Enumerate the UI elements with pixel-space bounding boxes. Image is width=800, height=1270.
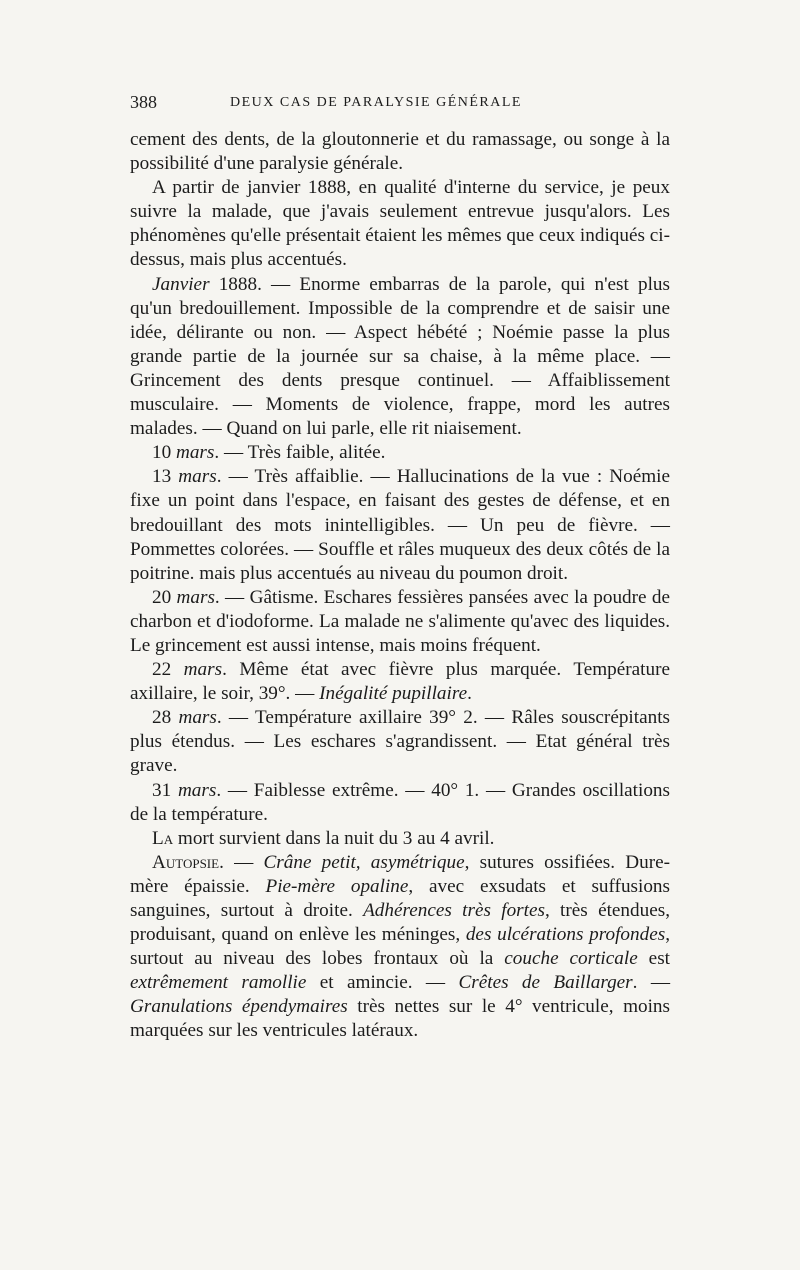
entry-text: . — Très affaiblie. — Hallucinations de la vue : Noémie fixe un point dans l'espace, en faisant des gestes de défense, et en bredouillant des mots inintelligibles. — Un peu de fièvre. — Pommettes colorées. — Souffle et râles muqueux des deux côtés de la poitrine. mais plus accentués au niveau du poumon droit. [130, 466, 670, 584]
entry-20-mars [130, 586, 670, 658]
entry-28-mars [130, 706, 670, 778]
paragraph-autopsie [130, 851, 670, 1044]
entry-day: 13 [152, 466, 172, 488]
paragraph-continued [130, 128, 670, 176]
paragraph-death [130, 827, 670, 851]
autopsy-italic: Pie-mère opaline [265, 875, 409, 897]
entry-date: mars [175, 442, 215, 464]
autopsy-italic: Adhérences très fortes [363, 900, 545, 921]
entry-date: mars [183, 659, 223, 681]
autopsy-text: , très étendues, produisant, quand on enlève les méninges, [130, 900, 670, 946]
entry-10-mars [130, 441, 670, 465]
entry-date: Janvier [152, 273, 210, 295]
autopsy-text: . — [632, 972, 671, 994]
paragraph-text: mort survient dans la nuit du 3 au 4 avril. [173, 827, 495, 849]
paragraph-text: A partir de janvier 1888, en qualité d'interne du service, je peux suivre la malade, que j'avais seulement entrevue jusqu'alors. Les phénomènes qu'elle présentait étaient les mêmes que ceux indiqués ci-dessus, mais plus accentués. [130, 177, 670, 271]
entry-text-end: . [467, 683, 472, 705]
page-number: 388 [130, 92, 157, 112]
lead-word: La [152, 827, 174, 849]
autopsy-text: est [637, 948, 670, 970]
entry-text: . — Très faible, alitée. [214, 442, 386, 464]
autopsy-italic: des ulcérations profondes [465, 924, 666, 946]
autopsy-italic: Granulations épendymaires [130, 996, 348, 1018]
entry-text: . — Gâtisme. Eschares fessières pansées avec la poudre de charbon et d'iodoforme. La malade ne s'alimente qu'avec des liquides. Le grincement est aussi intense, mais moins fréquent. [130, 586, 670, 656]
running-title: DEUX CAS DE PARALYSIE GÉNÉRALE [230, 95, 522, 110]
entry-text: . Même état avec fièvre plus marquée. Température axillaire, le soir, 39°. — [130, 659, 670, 705]
entry-text: . — Faiblesse extrême. — 40° 1. — Grandes oscillations de la température. [130, 779, 670, 825]
body-text [130, 128, 670, 1044]
entry-13-mars [130, 465, 670, 585]
autopsy-italic: Crâne petit, asymétrique [263, 851, 465, 873]
autopsy-text: . — [219, 851, 264, 873]
entry-day: 10 [152, 442, 172, 464]
entry-day: 20 [152, 586, 172, 608]
page-header [130, 92, 670, 122]
entry-date: mars [178, 707, 217, 729]
paragraph-text: cement des dents, de la gloutonnerie et du ramassage, ou songe à la possibilité d'une paralysie générale. [130, 129, 670, 175]
autopsy-text: très nettes sur le 4° ventricule, moins marquées sur les ventricules latéraux. [130, 996, 670, 1042]
entry-31-mars [130, 779, 670, 827]
entry-22-mars [130, 658, 670, 706]
autopsy-italic: extrêmement ramollie [130, 972, 307, 994]
autopsy-italic: Crêtes de Baillarger [458, 972, 633, 994]
entry-date: mars [177, 779, 217, 801]
autopsy-text: , avec exsudats et suffusions sanguines, surtout à droite. [130, 875, 670, 921]
entry-day: 28 [152, 707, 172, 729]
entry-janvier-1888 [130, 273, 670, 442]
entry-date: mars [176, 586, 215, 608]
autopsy-text: et amincie. — [306, 972, 459, 994]
entry-day: 22 [152, 659, 172, 681]
paragraph-intro [130, 176, 670, 272]
autopsy-text: , sutures ossifiées. Dure-mère épaissie. [130, 851, 671, 897]
entry-text: 1888. — Enorme embarras de la parole, qui n'est plus qu'un bredouillement. Impossible de la comprendre et de saisir une idée, délirante ou non. — Aspect hébété ; Noémie passe la plus grande partie de la journée sur sa chaise, à la même place. — Grincement des dents presque continuel. — Affaiblissement musculaire. — Moments de violence, frappe, mord les autres malades. — Quand on lui parle, elle rit niaisement. [130, 273, 670, 440]
entry-day: 31 [152, 779, 172, 801]
lead-word: Autopsie [152, 851, 220, 873]
autopsy-text: , surtout au niveau des lobes frontaux où la [130, 924, 670, 970]
autopsy-italic: couche corticale [504, 948, 638, 970]
entry-date: mars [178, 466, 217, 488]
entry-italic-text: Inégalité pupillaire [319, 683, 468, 705]
entry-text: . — Température axillaire 39° 2. — Râles souscrépitants plus étendus. — Les eschares s'agrandissent. — Etat général très grave. [130, 707, 671, 777]
